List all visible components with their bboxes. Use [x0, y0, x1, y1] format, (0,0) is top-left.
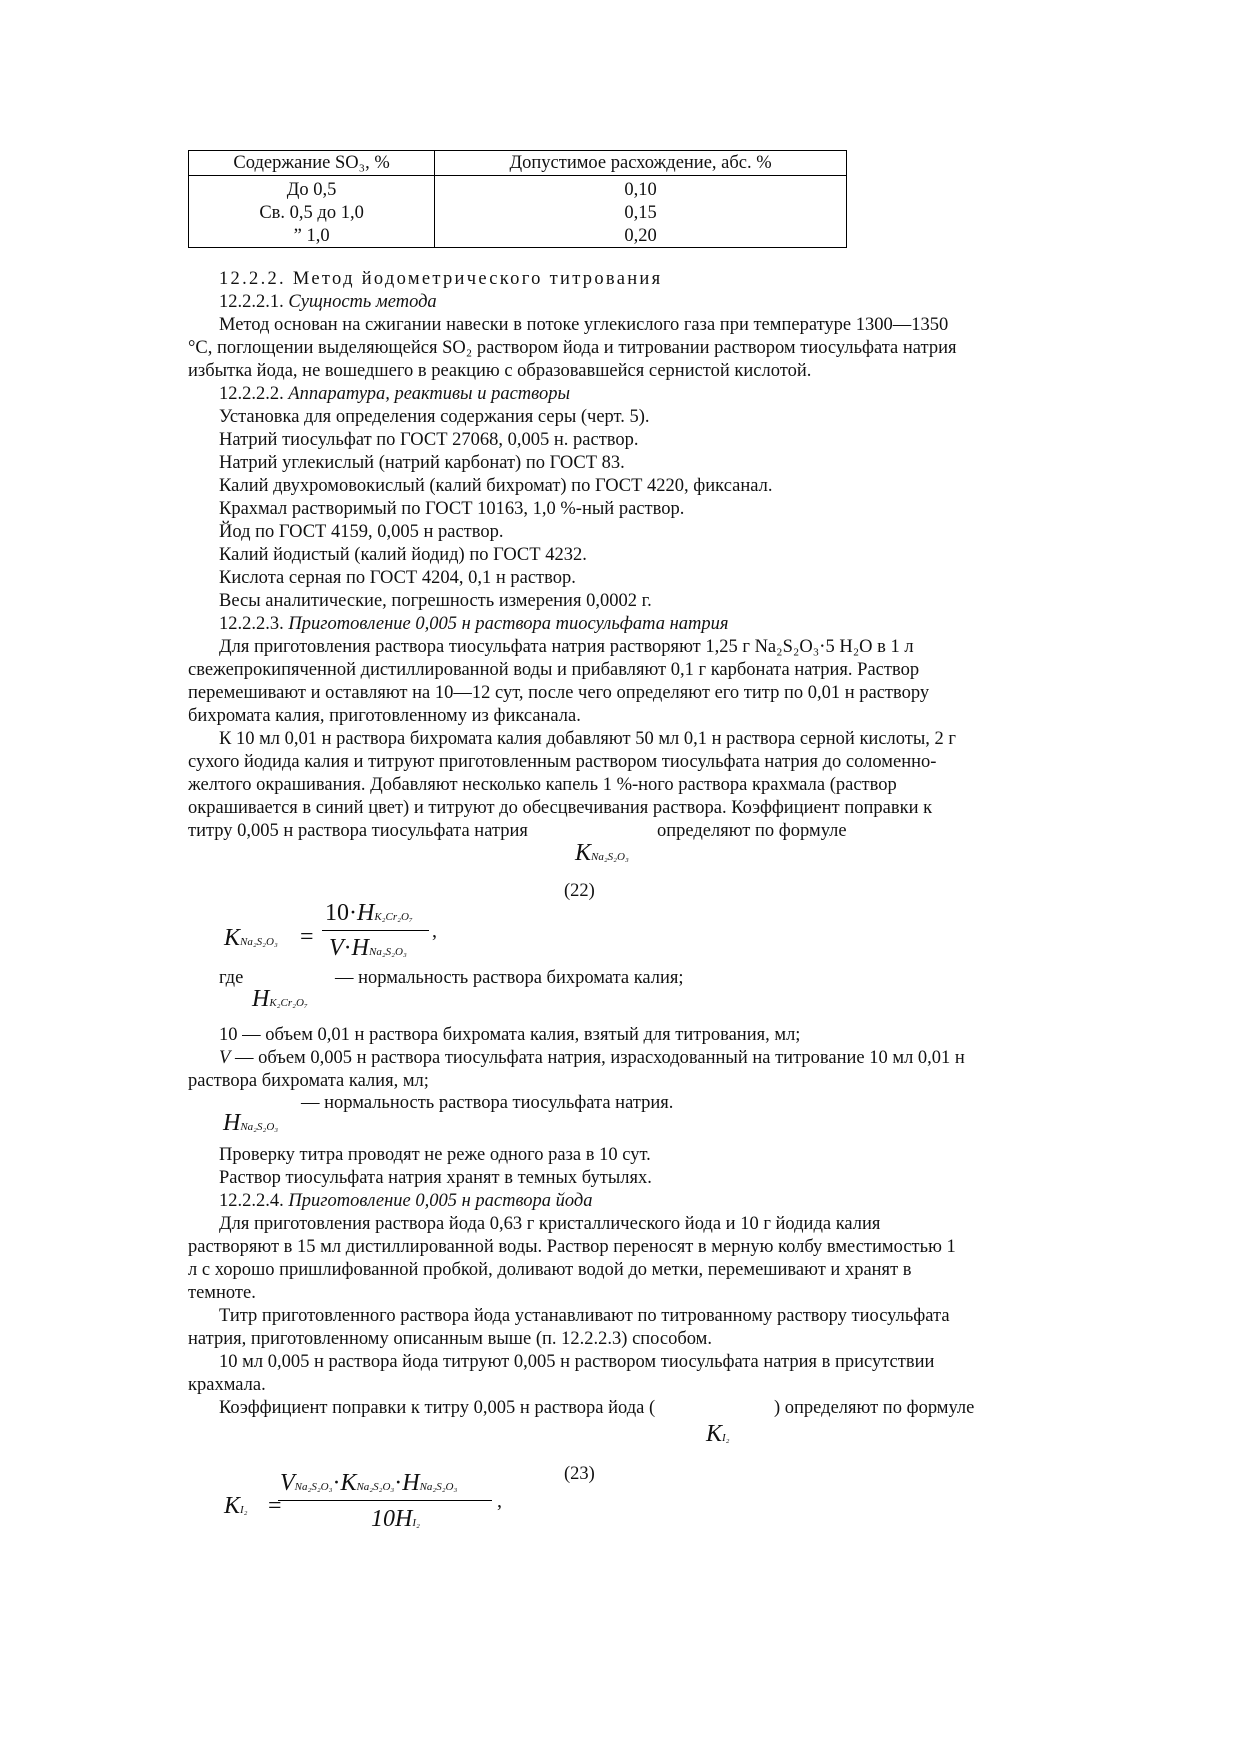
formula-23-comma: ,	[497, 1490, 502, 1512]
paragraph-line: К 10 мл 0,01 н раствора бихромата калия добавляют 50 мл 0,1 н раствора серной кислоты, 2 г	[219, 729, 957, 749]
paragraph-line: Для приготовления раствора йода 0,63 г кристаллического йода и 10 г йодида калия	[219, 1214, 881, 1234]
paragraph-line: Титр приготовленного раствора йода устанавливают по титрованному раствору тиосульфата	[219, 1306, 950, 1326]
document-body	[188, 268, 1058, 843]
document-page	[188, 150, 1058, 1532]
paragraph-line: темноте.	[188, 1283, 256, 1303]
table-cell: ” 1,0	[189, 224, 435, 248]
paragraph-text: титру 0,005 н раствора тиосульфата натрия	[188, 821, 528, 841]
formula-22-numerator: 10·HK₂Cr₂O₇	[325, 900, 413, 926]
heading-title: Приготовление 0,005 н раствора йода	[288, 1191, 593, 1211]
subsection-heading	[188, 291, 1058, 314]
reagent-line: Йод по ГОСТ 4159, 0,005 н раствор.	[219, 522, 504, 542]
paragraph-line: окрашивается в синий цвет) и титруют до обесцвечивания раствора. Коэффициент поправки к	[188, 798, 933, 818]
equation-number-23: (23)	[564, 1464, 595, 1484]
paragraph-line: избытка йода, не вошедшего в реакцию с образовавшейся сернистой кислотой.	[188, 361, 812, 381]
subsection-heading	[188, 383, 1058, 406]
section-heading: 12.2.2. Метод йодометрического титрования	[219, 269, 663, 289]
table-cell: До 0,5	[189, 176, 435, 202]
heading-title: Аппаратура, реактивы и растворы	[288, 384, 570, 404]
subsection-heading	[188, 1190, 1058, 1213]
table-cell: 0,15	[435, 201, 847, 224]
table-header-so3: Содержание SO₃, %	[189, 151, 435, 176]
paragraph-line: Раствор тиосульфата натрия хранят в темных бутылях.	[219, 1168, 652, 1188]
reagent-line: Калий йодистый (калий йодид) по ГОСТ 4232.	[219, 545, 587, 565]
paragraph-line: Проверку титра проводят не реже одного раза в 10 сут.	[219, 1145, 651, 1165]
reagent-line: Крахмал растворимый по ГОСТ 10163, 1,0 %-ный раствор.	[219, 499, 685, 519]
heading-number: 12.2.2.3.	[219, 614, 289, 634]
definition-block	[188, 1024, 1058, 1093]
heading-title: Сущность метода	[288, 292, 437, 312]
definition-line: — нормальность раствора бихромата калия;	[335, 968, 684, 988]
formula-22-lhs: KNa₂S₂O₃	[224, 925, 278, 951]
definition-line: V — объем 0,005 н раствора тиосульфата натрия, израсходованный на титрование 10 мл 0,01 н	[219, 1048, 965, 1068]
paragraph-line: °С, поглощении выделяющейся SO₂ раствором йода и титровании раствором тиосульфата натрия	[188, 338, 957, 358]
definition-line: 10 — объем 0,01 н раствора бихромата калия, взятый для титрования, мл;	[219, 1025, 801, 1045]
reagent-line: Установка для определения содержания серы (черт. 5).	[219, 407, 650, 427]
heading-number: 12.2.2.2.	[219, 384, 289, 404]
paragraph-line: бихромата калия, приготовленному из фиксанала.	[188, 706, 581, 726]
table-cell: Св. 0,5 до 1,0	[189, 201, 435, 224]
formula-23-denominator: 10HI₂	[371, 1506, 420, 1532]
reagent-line: Натрий тиосульфат по ГОСТ 27068, 0,005 н. раствор.	[219, 430, 639, 450]
reagent-line: Калий двухромовокислый (калий бихромат) по ГОСТ 4220, фиксанал.	[219, 476, 773, 496]
heading-title: Приготовление 0,005 н раствора тиосульфата натрия	[288, 614, 729, 634]
formula-23-equals: =	[268, 1493, 282, 1519]
paragraph-line: сухого йодида калия и титруют приготовленным раствором тиосульфата натрия до соломенно-	[188, 752, 937, 772]
paragraph-line: крахмала.	[188, 1375, 266, 1395]
table-header-row	[189, 151, 847, 176]
paragraph-text: определяют по формуле	[657, 821, 847, 841]
formula-22-denominator: V·HNa₂S₂O₃	[329, 935, 407, 961]
formula-22-equals: =	[300, 924, 314, 950]
table-header-tolerance: Допустимое расхождение, абс. %	[435, 151, 847, 176]
table-row	[189, 176, 847, 202]
paragraph-line: л с хорошо пришлифованной пробкой, доливают водой до метки, перемешивают и хранят в	[188, 1260, 912, 1280]
formula-22-comma: ,	[432, 920, 437, 942]
paragraph-line: желтого окрашивания. Добавляют несколько капель 1 %-ного раствора крахмала (раствор	[188, 775, 897, 795]
heading-number: 12.2.2.1.	[219, 292, 289, 312]
equation-number-22: (22)	[564, 881, 595, 901]
h-na2s2o3-symbol: HNa₂S₂O₃	[223, 1110, 279, 1136]
k-i2-symbol: KI₂	[706, 1421, 730, 1447]
paragraph-line: 10 мл 0,005 н раствора йода титруют 0,005 н раствором тиосульфата натрия в присутствии	[219, 1352, 935, 1372]
paragraph-line: Коэффициент поправки к титру 0,005 н раствора йода ( ) определяют по формуле	[219, 1398, 975, 1418]
formula-23-fraction-bar	[278, 1500, 492, 1501]
table-row	[189, 201, 847, 224]
paragraph-line: Для приготовления раствора тиосульфата натрия растворяют 1,25 г Na₂S₂O₃⋅5 H₂O в 1 л	[219, 637, 914, 657]
reagent-line: Весы аналитические, погрешность измерения 0,0002 г.	[219, 591, 652, 611]
paragraph-line: Метод основан на сжигании навески в потоке углекислого газа при температуре 1300—1350	[219, 315, 949, 335]
k-na2s2o3-symbol: KNa₂S₂O₃	[575, 840, 629, 866]
paragraph-line: растворяют в 15 мл дистиллированной воды. Раствор переносят в мерную колбу вместимостью 1	[188, 1237, 956, 1257]
reagent-line: Натрий углекислый (натрий карбонат) по ГОСТ 83.	[219, 453, 625, 473]
table-cell: 0,10	[435, 176, 847, 202]
definition-line: — нормальность раствора тиосульфата натрия.	[301, 1093, 674, 1113]
formula-23-lhs: KI₂	[224, 1493, 248, 1519]
subsection-heading	[188, 613, 1058, 636]
h-k2cr2o7-symbol: HK₂Cr₂O₇	[252, 986, 308, 1012]
where-label: где	[219, 968, 244, 988]
definition-line: раствора бихромата калия, мл;	[188, 1071, 429, 1091]
table-cell: 0,20	[435, 224, 847, 248]
paragraph-line: свежепрокипяченной дистиллированной воды и прибавляют 0,1 г карбоната натрия. Раствор	[188, 660, 920, 680]
formula-23-numerator: VNa₂S₂O₃·KNa₂S₂O₃·HNa₂S₂O₃	[280, 1470, 458, 1496]
paragraph-line: перемешивают и оставляют на 10—12 сут, после чего определяют его титр по 0,01 н раствору	[188, 683, 930, 703]
formula-22-fraction-bar	[322, 930, 429, 931]
reagent-line: Кислота серная по ГОСТ 4204, 0,1 н раствор.	[219, 568, 576, 588]
text-block-2	[188, 1144, 1058, 1420]
heading-number: 12.2.2.4.	[219, 1191, 289, 1211]
paragraph-line: натрия, приготовленному описанным выше (п. 12.2.2.3) способом.	[188, 1329, 712, 1349]
table-row	[189, 224, 847, 248]
so3-tolerance-table	[188, 150, 847, 248]
